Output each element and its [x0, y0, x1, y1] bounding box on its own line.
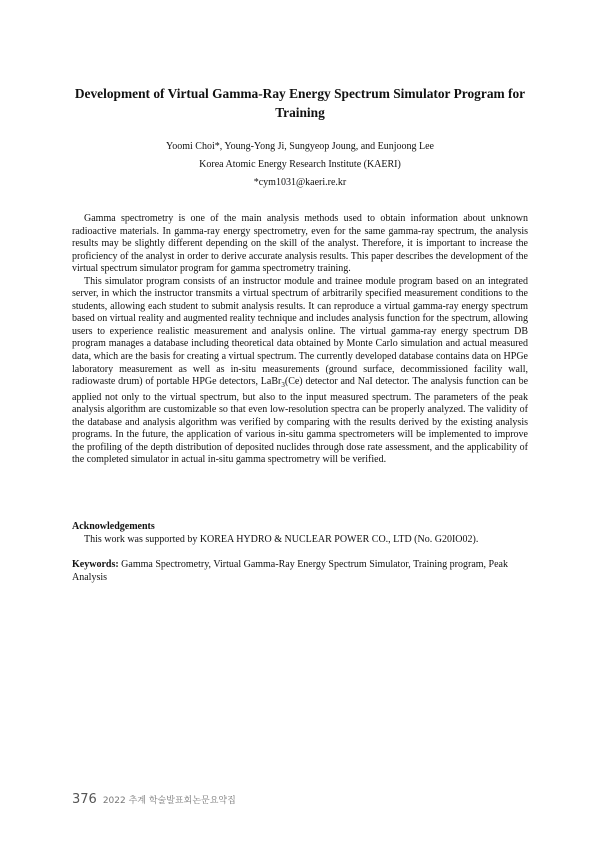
proceedings-title: 2022 추계 학술발표회논문요약집 [102, 796, 236, 806]
paper-title: Development of Virtual Gamma-Ray Energy Spectrum Simulator Program for Training [74, 86, 526, 120]
author-list: Yoomi Choi*, Young-Yong Ji, Sungyeop Joung, and Eunjoong Lee [166, 141, 434, 152]
acknowledgements-text: This work was supported by KOREA HYDRO & NUCLEAR POWER CO., LTD (No. G20IO02). [84, 534, 479, 545]
paragraph-2-text-b: (Ce) detector and NaI detector. The analysis function can be applied not only to the virtual spectrum, but also to the input measured spectrum. The parameters of the peak analysis algorithm are customizable so that even low-resolution spectra can be properly analyzed. The validity of the database and analysis algorithm was verified by comparing with the results derived by the existing analysis programs. In the future, the application of various in-situ gamma spectrometers will be implemented to improve the profiling of the depth distribution of deposited nuclides through dose rate assessment, and the applicability of the completed simulator in actual in-situ gamma spectrometry will be verified. [72, 376, 529, 466]
page-footer [72, 792, 236, 807]
keywords-label: Keywords: [72, 559, 119, 570]
acknowledgements-heading: Acknowledgements [72, 521, 155, 532]
abstract-body [72, 213, 528, 467]
affiliation: Korea Atomic Energy Research Institute (KAERI) [199, 159, 401, 170]
abstract-paragraph-2 [72, 276, 528, 467]
paragraph-2-text-a: This simulator program consists of an instructor module and trainee module program based on an integrated server, in which the instructor transmits a virtual spectrum of arbitrarily specified measurement conditions to the students, allowing each student to submit analysis results. It can reproduce a virtual gamma-ray energy spectrum based on virtual reality and augmented reality technique and includes analysis function for the spectrum, allowing users to experience realistic measurement and analysis online. The virtual gamma-ray energy spectrum DB program manages a database including theoretical data obtained by Monte Carlo simulation and actual measured data, which are the basis for creating a virtual spectrum. The currently developed database contains data on HPGe laboratory measurement as well as in-situ measurements (ground surface, decommissioned facility wall, radiowaste drum) of portable HPGe detectors, LaBr [72, 275, 528, 388]
keywords-text: Gamma Spectrometry, Virtual Gamma-Ray Energy Spectrum Simulator, Training program, Peak Analysis [72, 559, 508, 583]
keywords [72, 558, 528, 584]
abstract-paragraph-1: Gamma spectrometry is one of the main analysis methods used to obtain information about unknown radioactive materials. In gamma-ray energy spectrometry, even for the same gamma-ray spectrum, the analysis results may be slightly different depending on the skill of the analyst. Therefore, it is important to increase the proficiency of the analyst in order to derive accurate analysis results. This paper describes the development of the virtual spectrum simulator program for gamma spectrometry training. [72, 213, 528, 275]
corresponding-email: *cym1031@kaeri.re.kr [253, 177, 347, 188]
page-number: 376 [72, 792, 97, 807]
labr3-subscript: 3 [281, 381, 285, 390]
